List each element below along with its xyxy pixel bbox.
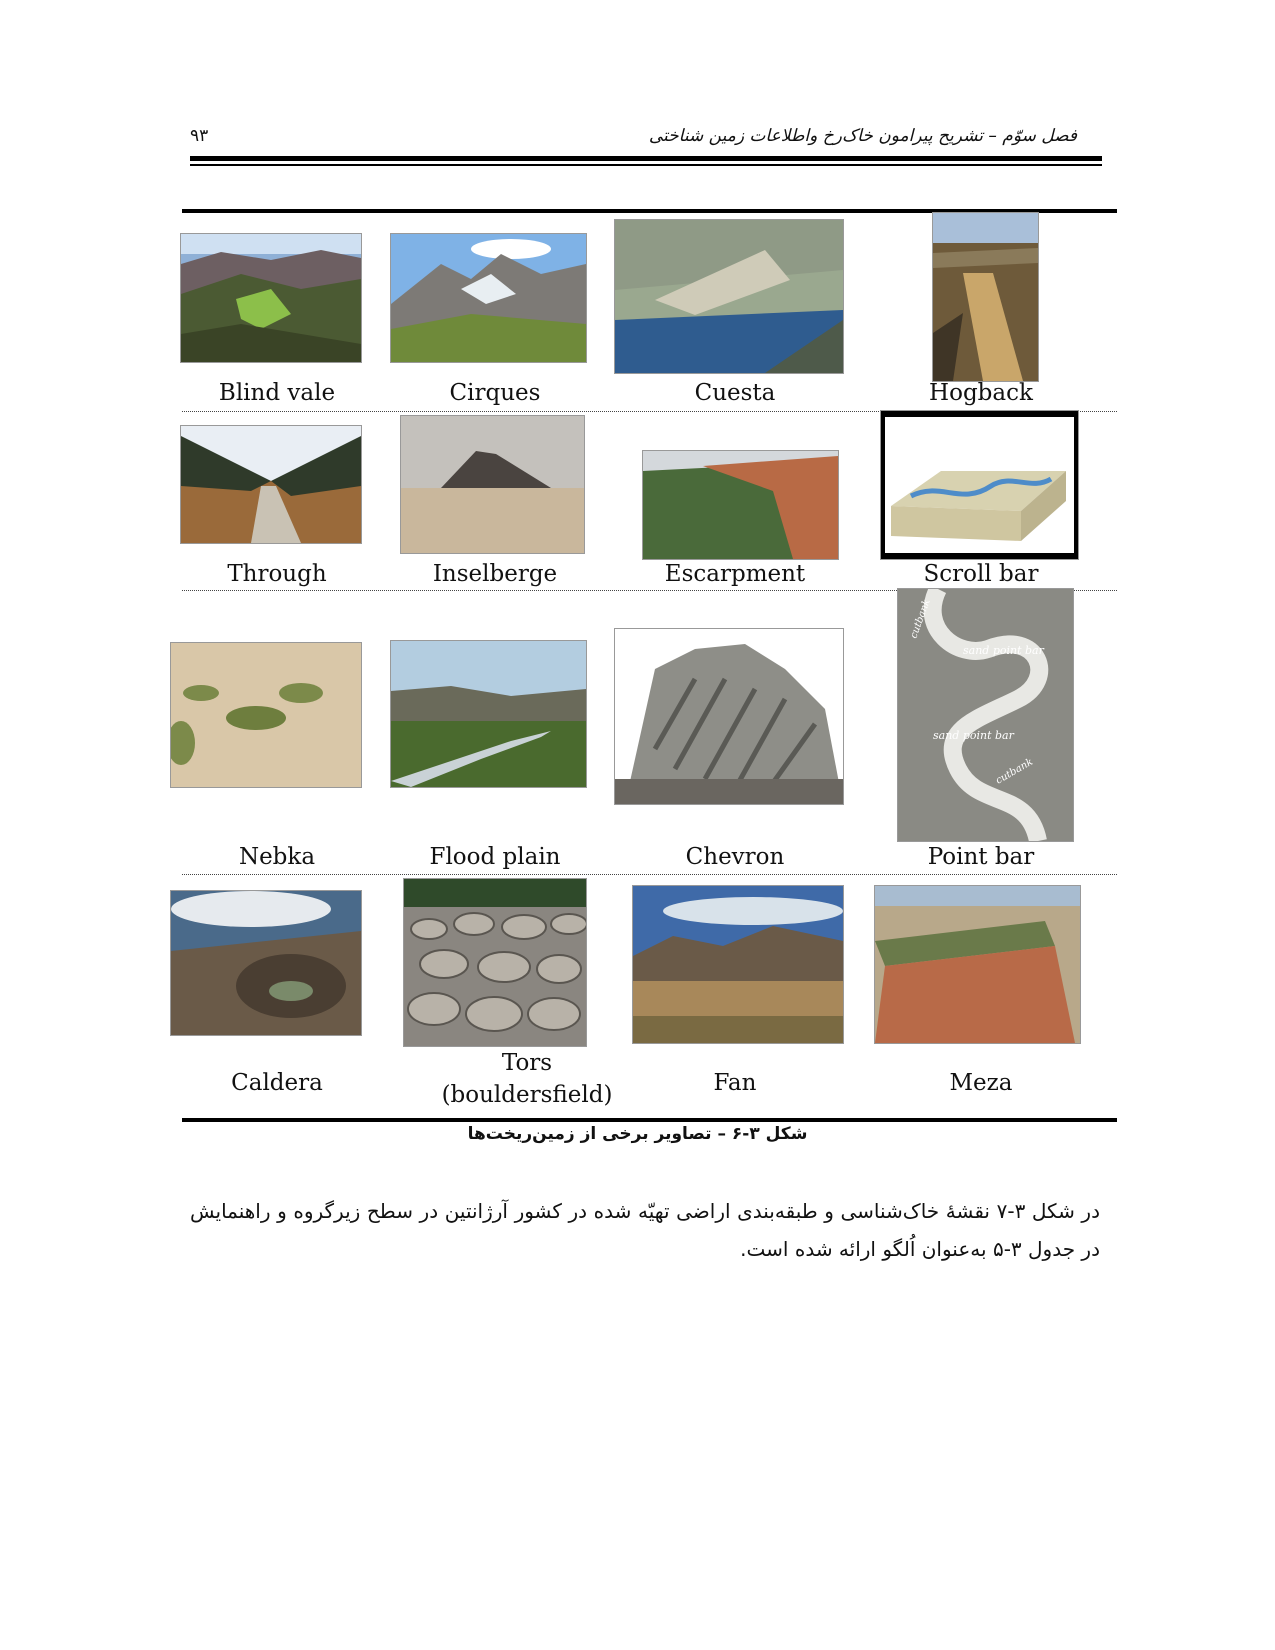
annotation-cutbank-2: cutbank <box>994 756 1035 787</box>
running-title: فصل سوّم – تشریح پیرامون خاک‌رخ واطلاعات زمین شناختی <box>648 126 1077 146</box>
label-cuesta: Cuesta <box>694 380 776 406</box>
label-nebka: Nebka <box>238 844 316 870</box>
photo-blind-vale <box>180 233 362 363</box>
label-flood-plain: Flood plain <box>429 844 561 870</box>
label-caldera: Caldera <box>231 1070 323 1096</box>
photo-tors <box>403 878 587 1047</box>
photo-caldera <box>170 890 362 1036</box>
label-point-bar: Point bar <box>927 844 1035 870</box>
row-divider-3 <box>182 874 1117 875</box>
label-blind-vale: Blind vale <box>218 380 336 406</box>
photo-chevron <box>614 628 844 805</box>
photo-escarpment <box>642 450 839 560</box>
label-tors: Tors <box>501 1050 553 1076</box>
figure-bottom-rule <box>182 1118 1117 1122</box>
body-paragraph: در شکل ۳-۷ نقشهٔ خاک‌شناسی و طبقه‌بندی اراضی تهیّه شده در کشور آرژانتین در سطح زیرگروه و راهنمایش در جدول ۳-۵ به‌عنوان اُلگو ارائه شده است. <box>190 1199 1100 1261</box>
label-chevron: Chevron <box>685 844 785 870</box>
photo-inselberge <box>400 415 585 554</box>
photo-hogback <box>932 212 1039 382</box>
label-cirques: Cirques <box>449 380 541 406</box>
photo-fan <box>632 885 844 1044</box>
label-tors-subtitle: (bouldersfield) <box>441 1082 613 1108</box>
diagram-scroll-bar <box>880 410 1079 560</box>
figure-caption: شکل ۳-۶ – تصاویر برخی از زمین‌ریخت‌ها <box>467 1124 808 1144</box>
annotation-sand-point-bar-2: sand point bar <box>933 729 1014 742</box>
label-scroll-bar: Scroll bar <box>923 561 1039 587</box>
header-rule-thick <box>190 156 1102 161</box>
page-number: ۹۳ <box>190 126 209 146</box>
photo-through <box>180 425 362 544</box>
photo-flood-plain <box>390 640 587 788</box>
photo-cirques <box>390 233 587 363</box>
label-through: Through <box>227 561 327 587</box>
photo-point-bar <box>897 588 1074 842</box>
label-escarpment: Escarpment <box>664 561 806 587</box>
header-rule-thin <box>190 164 1102 166</box>
annotation-cutbank-1: cutbank <box>908 597 933 641</box>
photo-meza <box>874 885 1081 1044</box>
annotation-sand-point-bar-1: sand point bar <box>963 644 1044 657</box>
label-hogback: Hogback <box>929 380 1033 406</box>
label-meza: Meza <box>949 1070 1013 1096</box>
label-inselberge: Inselberge <box>432 561 558 587</box>
photo-cuesta <box>614 219 844 374</box>
photo-nebka <box>170 642 362 788</box>
label-fan: Fan <box>713 1070 757 1096</box>
